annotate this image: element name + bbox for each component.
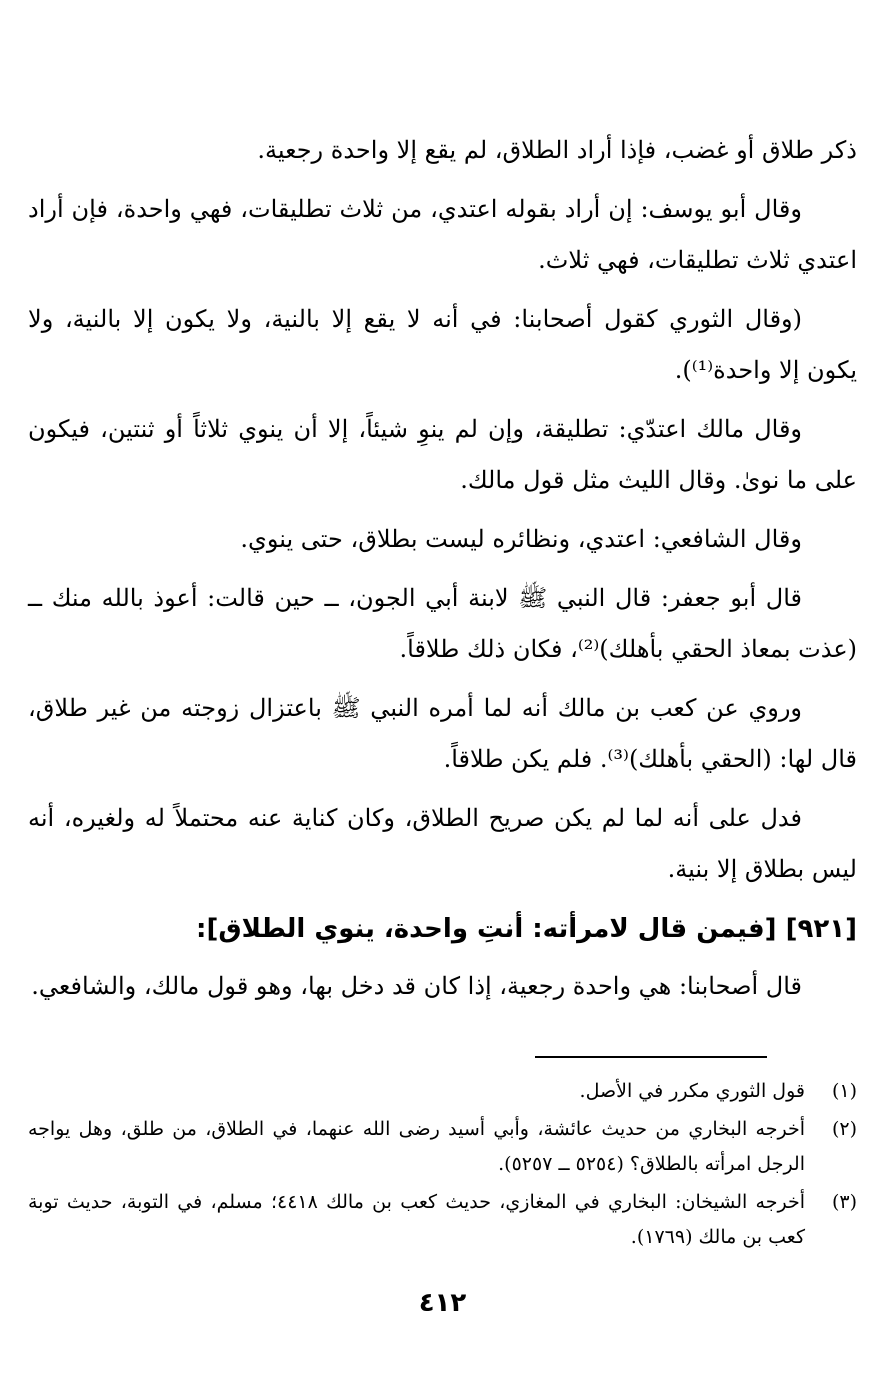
footnote-3 xyxy=(28,1185,857,1255)
footnote-text: قول الثوري مكرر في الأصل. xyxy=(579,1080,805,1102)
paragraph-5: وقال الشافعي: اعتدي، ونظائره ليست بطلاق، حتى ينوي. xyxy=(240,525,802,553)
paragraph-1: ذكر طلاق أو غضب، فإذا أراد الطلاق، لم يقع إلا واحدة رجعية. xyxy=(257,136,857,164)
main-text xyxy=(28,125,857,1020)
footnotes xyxy=(28,1074,857,1258)
paragraph-8: فدل على أنه لما لم يكن صريح الطلاق، وكان كناية عنه محتملاً له ولغيره، أنه ليس بطلاق إلا بنية. xyxy=(28,804,857,883)
footnote-number: (٢) xyxy=(831,1118,857,1140)
footnote-1 xyxy=(28,1074,857,1109)
paragraph-7: وروي عن كعب بن مالك أنه لما أمره النبي ﷺ باعتزال زوجته من غير طلاق، قال لها: (الحقي بأهلك)⁽³⁾. فلم يكن طلاقاً. xyxy=(28,694,857,773)
footnote-text: أخرجه البخاري من حديث عائشة، وأبي أسيد رضى الله عنهما، في الطلاق، من طلق، وهل يواجه الرجل امرأته بالطلاق؟ (٥٢٥٤ ــ ٥٢٥٧). xyxy=(28,1118,805,1175)
footnote-number: (٣) xyxy=(831,1191,857,1213)
footnote-divider xyxy=(535,1056,767,1058)
paragraph-6: قال أبو جعفر: قال النبي ﷺ لابنة أبي الجون، ــ حين قالت: أعوذ بالله منك ــ (عذت بمعاذ الحقي بأهلك)⁽²⁾، فكان ذلك طلاقاً. xyxy=(28,584,857,663)
paragraph-4: وقال مالك اعتدّي: تطليقة، وإن لم ينوِ شيئاً، إلا أن ينوي ثلاثاً أو ثنتين، فيكون على ما نوىٰ. وقال الليث مثل قول مالك. xyxy=(28,415,857,494)
paragraph-2: وقال أبو يوسف: إن أراد بقوله اعتدي، من ثلاث تطليقات، فهي واحدة، فإن أراد اعتدي ثلاث تطليقات، فهي ثلاث. xyxy=(28,195,857,274)
footnote-number: (١) xyxy=(831,1080,857,1102)
page-number: ٤١٢ xyxy=(418,1288,467,1318)
footnote-text: أخرجه الشيخان: البخاري في المغازي، حديث كعب بن مالك ٤٤١٨؛ مسلم، في التوبة، حديث توبة كعب بن مالك (١٧٦٩). xyxy=(28,1191,805,1248)
section-heading: [٩٢١] [فيمن قال لامرأته: أنتِ واحدة، ينوي الطلاق]: xyxy=(196,914,857,944)
section-paragraph: قال أصحابنا: هي واحدة رجعية، إذا كان قد دخل بها، وهو قول مالك، والشافعي. xyxy=(31,972,802,1000)
footnote-2 xyxy=(28,1112,857,1182)
paragraph-3: (وقال الثوري كقول أصحابنا: في أنه لا يقع إلا بالنية، ولا يكون إلا بالنية، ولا يكون إلا واحدة⁽¹⁾). xyxy=(28,305,857,384)
